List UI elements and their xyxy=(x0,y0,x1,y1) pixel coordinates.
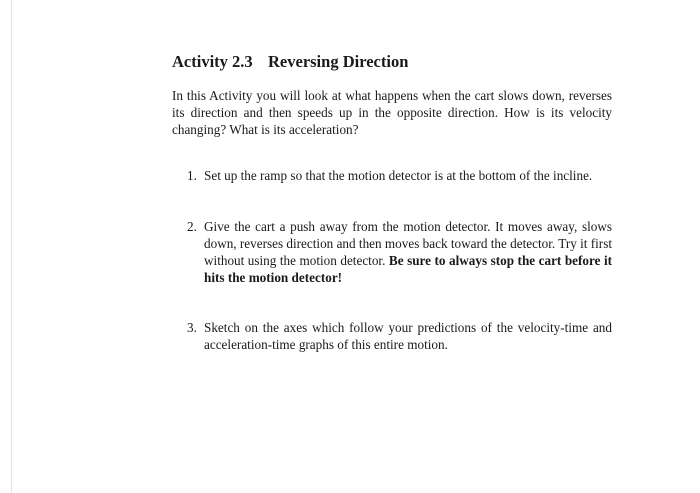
steps-list xyxy=(172,167,612,353)
list-marker: 3. xyxy=(187,320,197,335)
page-edge-line xyxy=(11,0,12,493)
activity-heading xyxy=(172,52,612,72)
step-text: Set up the ramp so that the motion detector is at the bottom of the incline. xyxy=(204,168,593,183)
step-text: Sketch on the axes which follow your predictions of the velocity-time and acceleration-time graphs of this entire motion. xyxy=(204,320,612,352)
list-marker: 1. xyxy=(187,168,197,183)
intro-paragraph: In this Activity you will look at what happens when the cart slows down, reverses its direction and then speeds up in the opposite direction. How is its velocity changing? What is its acceleration? xyxy=(172,88,612,137)
activity-title: Reversing Direction xyxy=(268,52,409,71)
list-item xyxy=(172,167,612,184)
list-marker: 2. xyxy=(187,219,197,234)
document-page xyxy=(172,52,612,353)
list-item xyxy=(172,218,612,286)
step-text: Give the cart a push away from the motion detector. It moves away, slows down, reverses direction and then moves back toward the detector. Try it first without using the motion detector. xyxy=(204,219,612,268)
list-item xyxy=(172,319,612,353)
safety-warning: Be sure to always stop the cart before it hits the motion detector! xyxy=(204,253,613,285)
activity-number: Activity 2.3 xyxy=(172,52,253,71)
